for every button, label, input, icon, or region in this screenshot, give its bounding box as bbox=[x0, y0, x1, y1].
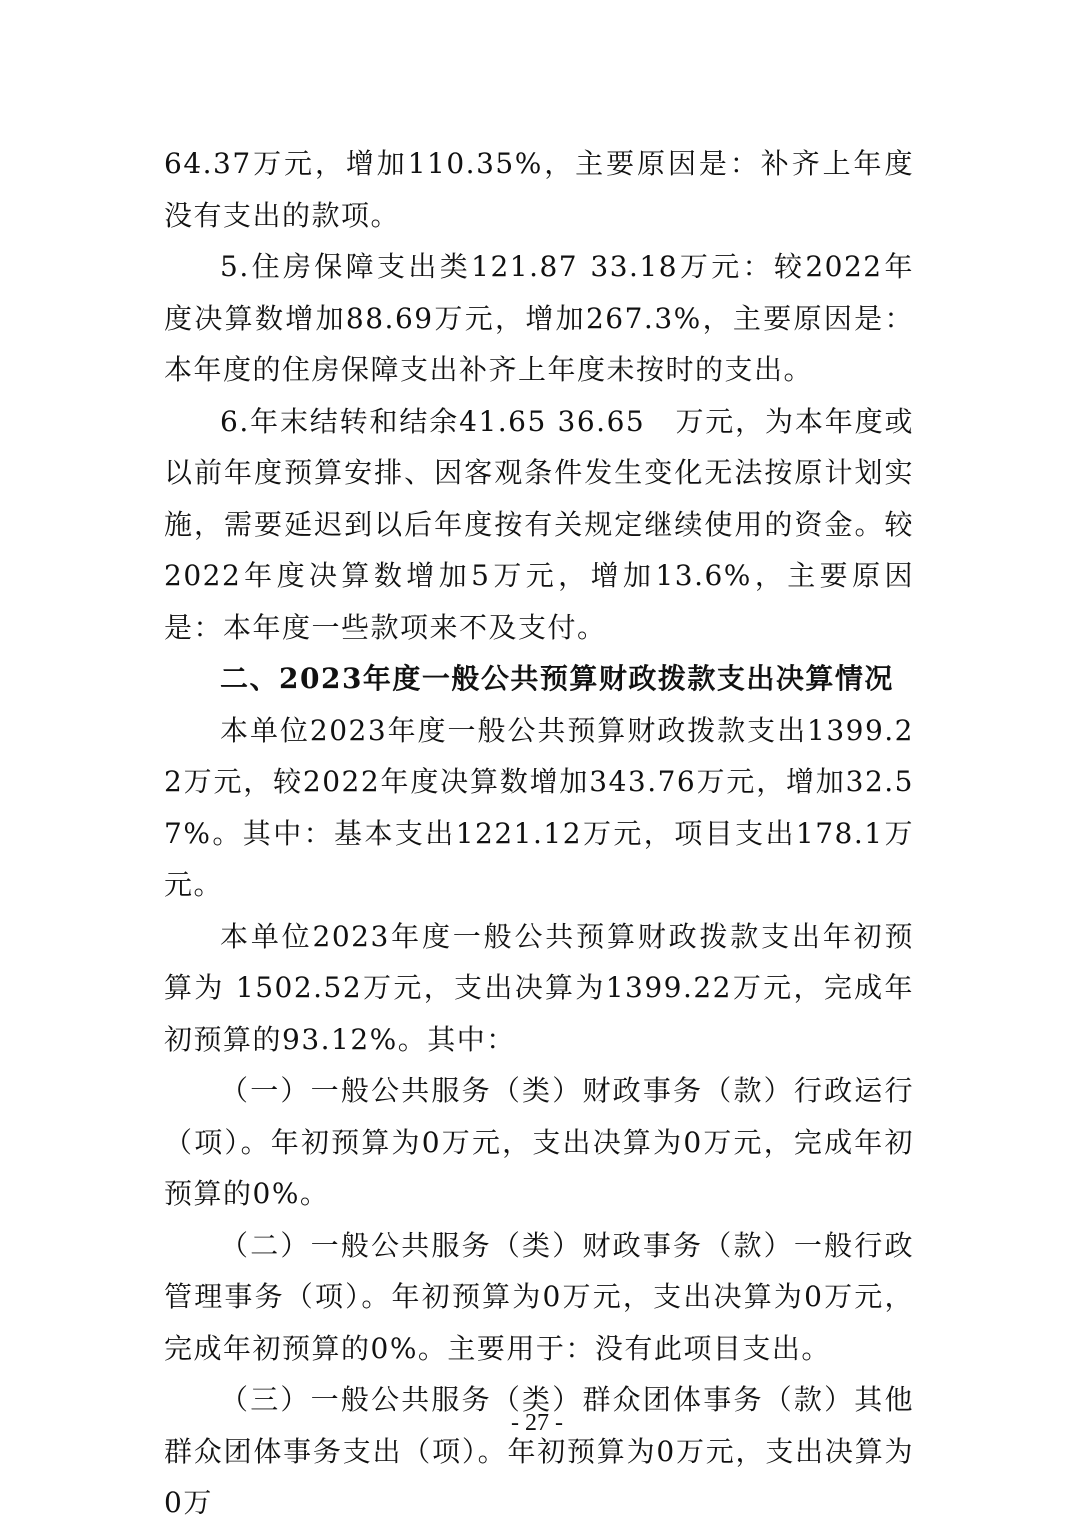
paragraph-item-3: （三）一般公共服务（类）群众团体事务（款）其他群众团体事务支出（项）。年初预算为0万元，支出决算为0万 bbox=[164, 1383, 914, 1519]
document-body bbox=[164, 138, 914, 1529]
paragraph-item-1: （一）一般公共服务（类）财政事务（款）行政运行（项）。年初预算为0万元，支出决算为0万元，完成年初预算的0%。 bbox=[164, 1074, 914, 1210]
paragraph-continuation: 64.37万元，增加110.35%，主要原因是：补齐上年度没有支出的款项。 bbox=[164, 147, 914, 232]
paragraph-year-end-balance: 6.年末结转和结余41.65 36.65 万元，为本年度或以前年度预算安排、因客观条件发生变化无法按原计划实施，需要延迟到以后年度按有关规定继续使用的资金。较2022年度决算数增加5万元，增加13.6%，主要原因是：本年度一些款项来不及支付。 bbox=[164, 404, 914, 644]
paragraph-general-budget-total: 本单位2023年度一般公共预算财政拨款支出1399.22万元，较2022年度决算数增加343.76万元，增加32.57%。其中：基本支出1221.12万元，项目支出178.1万元。 bbox=[164, 713, 914, 901]
paragraph-budget-completion: 本单位2023年度一般公共预算财政拨款支出年初预算为 1502.52万元，支出决算为1399.22万元，完成年初预算的93.12%。其中： bbox=[164, 919, 914, 1056]
section-heading: 二、2023年度一般公共预算财政拨款支出决算情况 bbox=[220, 662, 894, 695]
paragraph-item-2: （二）一般公共服务（类）财政事务（款）一般行政管理事务（项）。年初预算为0万元，支出决算为0万元，完成年初预算的0%。主要用于：没有此项目支出。 bbox=[164, 1228, 914, 1365]
page-number: - 27 - bbox=[511, 1410, 563, 1436]
paragraph-housing-expenditure: 5.住房保障支出类121.87 33.18万元：较2022年度决算数增加88.69万元，增加267.3%，主要原因是：本年度的住房保障支出补齐上年度未按时的支出。 bbox=[164, 250, 914, 386]
